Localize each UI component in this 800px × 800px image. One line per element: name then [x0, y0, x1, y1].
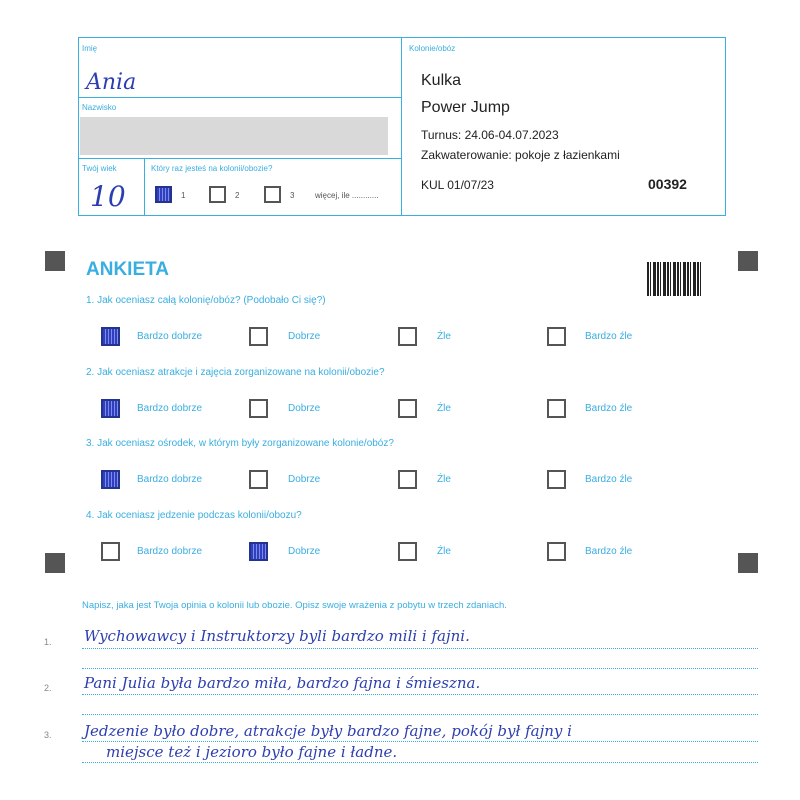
ktory-raz-option-more: więcej, ile ............ [315, 191, 379, 200]
ktory-raz-label: Który raz jesteś na kolonii/obozie? [151, 164, 273, 173]
q3-option-zle-label: Źle [437, 474, 451, 485]
opinion-text-3a: Jedzenie było dobre, atrakcje były bardzo fajne, pokój był fajny i [84, 722, 572, 740]
question-2: 2. Jak oceniasz atrakcje i zajęcia zorganizowane na kolonii/obozie? [86, 367, 385, 378]
ktory-raz-checkbox-2[interactable] [209, 186, 226, 203]
nazwisko-redacted [80, 117, 388, 155]
q1-option-bardzo-zle-label: Bardzo źle [585, 331, 633, 342]
q3-option-dobrze-checkbox[interactable] [249, 470, 268, 489]
header-divider-vertical [401, 37, 402, 216]
q1-option-bardzo-dobrze-label: Bardzo dobrze [137, 331, 203, 342]
program-name: Power Jump [421, 99, 510, 116]
camp-code: KUL 01/07/23 [421, 178, 494, 192]
question-1: 1. Jak oceniasz całą kolonię/obóz? (Podobało Ci się?) [86, 295, 326, 306]
zakwaterowanie: Zakwaterowanie: pokoje z łazienkami [421, 148, 620, 162]
q4-option-zle-label: Źle [437, 546, 451, 557]
header-divider-age [78, 158, 401, 159]
opinion-line-3b [82, 762, 758, 763]
wiek-label: Twój wiek [82, 164, 117, 173]
q2-option-dobrze-checkbox[interactable] [249, 399, 268, 418]
q2-option-dobrze-label: Dobrze [288, 403, 321, 414]
opinion-line-2 [82, 694, 758, 695]
q3-option-bardzo-dobrze-checkbox[interactable] [101, 470, 120, 489]
q2-option-bardzo-dobrze-checkbox[interactable] [101, 399, 120, 418]
q2-option-bardzo-zle-checkbox[interactable] [547, 399, 566, 418]
ktory-raz-option-3: 3 [290, 191, 295, 200]
opinion-text-3b: miejsce też i jezioro było fajne i ładne. [106, 743, 398, 761]
q4-option-dobrze-label: Dobrze [288, 546, 321, 557]
q2-option-zle-label: Źle [437, 403, 451, 414]
ktory-raz-checkbox-1[interactable] [155, 186, 172, 203]
header-divider-age-vertical [144, 158, 145, 216]
q1-option-bardzo-zle-checkbox[interactable] [547, 327, 566, 346]
imie-value: Ania [86, 70, 137, 95]
header-divider-name [78, 97, 401, 98]
turnus: Turnus: 24.06-04.07.2023 [421, 128, 559, 142]
ktory-raz-option-2: 2 [235, 191, 240, 200]
q4-option-dobrze-checkbox[interactable] [249, 542, 268, 561]
opinion-text-1: Wychowawcy i Instruktorzy byli bardzo mili i fajni. [84, 627, 470, 645]
barcode-image [647, 262, 701, 296]
q1-option-dobrze-label: Dobrze [288, 331, 321, 342]
ktory-raz-checkbox-3[interactable] [264, 186, 281, 203]
q4-option-bardzo-zle-checkbox[interactable] [547, 542, 566, 561]
q4-option-zle-checkbox[interactable] [398, 542, 417, 561]
question-3: 3. Jak oceniasz ośrodek, w którym były zorganizowane kolonie/obóz? [86, 438, 394, 449]
q3-option-dobrze-label: Dobrze [288, 474, 321, 485]
q3-option-zle-checkbox[interactable] [398, 470, 417, 489]
registration-mark-top-right [738, 251, 758, 271]
nazwisko-label: Nazwisko [82, 103, 117, 112]
registration-mark-bottom-right [738, 553, 758, 573]
opinion-text-2: Pani Julia była bardzo miła, bardzo fajna i śmieszna. [84, 674, 481, 692]
ktory-raz-option-1: 1 [181, 191, 186, 200]
registration-mark-top-left [45, 251, 65, 271]
q1-option-zle-checkbox[interactable] [398, 327, 417, 346]
q4-option-bardzo-dobrze-checkbox[interactable] [101, 542, 120, 561]
survey-title: ANKIETA [86, 259, 170, 280]
opinion-line-3 [82, 741, 758, 742]
opinion-number-3: 3. [44, 730, 52, 740]
q3-option-bardzo-dobrze-label: Bardzo dobrze [137, 474, 203, 485]
q1-option-bardzo-dobrze-checkbox[interactable] [101, 327, 120, 346]
registration-mark-bottom-left [45, 553, 65, 573]
q1-option-dobrze-checkbox[interactable] [249, 327, 268, 346]
opinion-line-2b [82, 714, 758, 715]
question-4: 4. Jak oceniasz jedzenie podczas kolonii/obozu? [86, 510, 302, 521]
q3-option-bardzo-zle-checkbox[interactable] [547, 470, 566, 489]
q2-option-zle-checkbox[interactable] [398, 399, 417, 418]
opinion-prompt: Napisz, jaka jest Twoja opinia o kolonii lub obozie. Opisz swoje wrażenia z pobytu w trzech zdaniach. [82, 600, 507, 611]
kolonie-label: Kolonie/obóz [409, 44, 456, 53]
q4-option-bardzo-zle-label: Bardzo źle [585, 546, 633, 557]
camp-name: Kulka [421, 72, 462, 89]
q1-option-zle-label: Źle [437, 331, 451, 342]
opinion-line-1 [82, 648, 758, 649]
form-number: 00392 [648, 176, 687, 192]
imie-label: Imię [82, 44, 98, 53]
opinion-number-2: 2. [44, 683, 52, 693]
q2-option-bardzo-zle-label: Bardzo źle [585, 403, 633, 414]
q4-option-bardzo-dobrze-label: Bardzo dobrze [137, 546, 203, 557]
opinion-line-1b [82, 668, 758, 669]
q3-option-bardzo-zle-label: Bardzo źle [585, 474, 633, 485]
wiek-value: 10 [90, 180, 126, 213]
q2-option-bardzo-dobrze-label: Bardzo dobrze [137, 403, 203, 414]
opinion-number-1: 1. [44, 637, 52, 647]
